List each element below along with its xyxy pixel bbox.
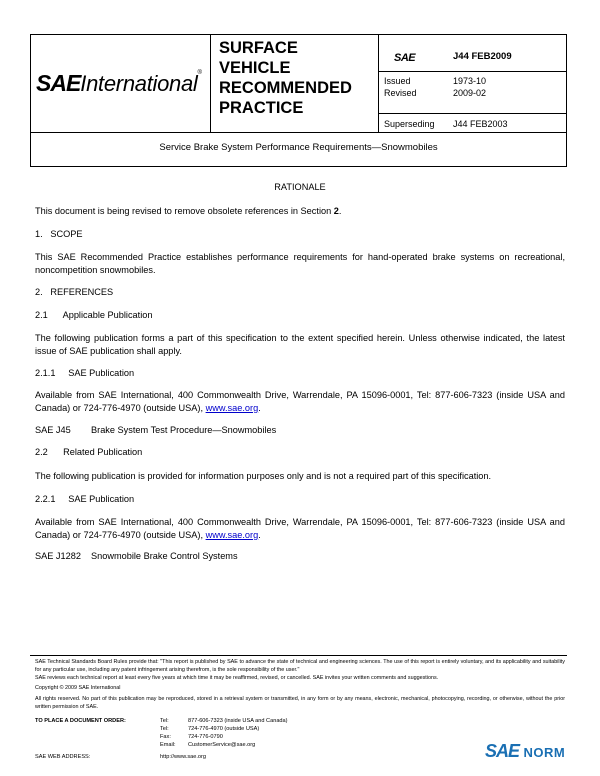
reference-j1282: [35, 550, 565, 563]
fax-value: 724-776-0790: [188, 734, 223, 740]
logo-sae: SAE: [36, 70, 81, 96]
superseding-label: Superseding: [384, 119, 435, 129]
rationale-text-main: This document is being revised to remove obsolete references in Section: [35, 206, 334, 216]
header-divider-right: [378, 34, 379, 133]
reference-j45: [35, 424, 565, 437]
superseding-rule: [378, 113, 567, 114]
doc-number-rule: [378, 71, 567, 72]
reference-id: SAE J1282: [35, 551, 81, 561]
footer-review-text: SAE reviews each technical report at least every five years at which time it may be reaffirmed, revised, or cancelled. SAE invites your written comments and suggestions.: [35, 675, 439, 681]
footer-rules-text: SAE Technical Standards Board Rules provide that: "This report is published by SAE to advance the state of technical and engineering sciences. The use of this report is entirely voluntary, and its applicability and suitability for any particular use, including any patent infringement arising therefrom, is the sole responsibility of the user.": [35, 659, 565, 673]
footer-rule: [30, 655, 567, 656]
availability-text: Available from SAE International, 400 Commonwealth Drive, Warrendale, PA 15096-0001, Tel: 877-606-7323 (inside USA and Canada) or 724-776-4970 (outside USA),: [35, 517, 565, 540]
issued-label: Issued: [384, 76, 411, 86]
section-2-2-text: The following publication is provided for information purposes only and is not a required part of this specification.: [35, 471, 492, 481]
header-divider-left: [210, 34, 211, 133]
email-value: CustomerService@sae.org: [188, 742, 256, 748]
revised-value: 2009-02: [453, 88, 487, 98]
doc-type-line: RECOMMENDED: [219, 79, 352, 97]
logo-trademark: ®: [197, 70, 202, 76]
superseding-value: J44 FEB2003: [453, 119, 508, 129]
issued-value: 1973-10: [453, 76, 487, 86]
footer-rights-text: All rights reserved. No part of this publication may be reproduced, stored in a retrieval system or transmitted, in any form or by any means, electronic, mechanical, photocopying, recording, or otherwise, without the prior written permission of SAE.: [35, 696, 565, 710]
tel2-value: 724-776-4970 (outside USA): [188, 726, 260, 732]
section-2-1-1-text: Available from SAE International, 400 Commonwealth Drive, Warrendale, PA 15096-0001, Tel: 877-606-7323 (inside USA and Canada) or 724-776-4970 (outside USA), www.sae.org.: [35, 390, 565, 413]
footer-copyright: Copyright © 2009 SAE International: [35, 685, 121, 691]
sae-website-link[interactable]: www.sae.org: [205, 403, 259, 413]
references-heading: 2. REFERENCES: [35, 287, 114, 297]
header-bottom-rule: [30, 132, 567, 133]
norm-logo-text: NORM: [523, 745, 566, 760]
doc-type-line: VEHICLE: [219, 59, 291, 77]
fax-label: Fax:: [160, 734, 171, 740]
document-number: J44 FEB2009: [453, 51, 512, 62]
reference-id: SAE J45: [35, 425, 71, 435]
rationale-text-end: .: [338, 206, 342, 216]
tel-value: 877-606-7323 (inside USA and Canada): [188, 718, 288, 724]
reference-title: Snowmobile Brake Control Systems: [91, 551, 238, 561]
section-2-1-heading: 2.1 Applicable Publication: [35, 310, 153, 320]
sae-norm-logo: [485, 741, 565, 762]
availability-text: Available from SAE International, 400 Commonwealth Drive, Warrendale, PA 15096-0001, Tel: 877-606-7323 (inside USA and Canada) or 724-776-4970 (outside USA),: [35, 390, 565, 413]
section-2-2-1-heading: 2.2.1 SAE Publication: [35, 494, 135, 504]
logo-international: International: [80, 71, 198, 96]
document-type: [219, 38, 352, 118]
scope-heading: 1. SCOPE: [35, 229, 83, 239]
tel2-label: Tel:: [160, 726, 169, 732]
section-2-1-1-heading: 2.1.1 SAE Publication: [35, 368, 135, 378]
sae-website-link[interactable]: www.sae.org: [205, 530, 259, 540]
section-2-2-1-text: Available from SAE International, 400 Commonwealth Drive, Warrendale, PA 15096-0001, Tel: 877-606-7323 (inside USA and Canada) or 724-776-4970 (outside USA), www.sae.org.: [35, 517, 565, 540]
rationale-heading: RATIONALE: [274, 182, 326, 192]
section-2-1-text: The following publication forms a part of this specification to the extent specified herein. Unless otherwise indicated, the latest issue of SAE publication shall apply.: [35, 333, 565, 356]
reference-title: Brake System Test Procedure—Snowmobiles: [91, 425, 277, 435]
doc-type-line: PRACTICE: [219, 99, 304, 117]
order-label: TO PLACE A DOCUMENT ORDER:: [35, 718, 126, 724]
sae-international-logo: [36, 70, 202, 97]
email-label: Email:: [160, 742, 176, 748]
revised-label: Revised: [384, 88, 417, 98]
scope-text: This SAE Recommended Practice establishes performance requirements for hand-operated brake systems on recreational, noncompetition snowmobiles.: [35, 252, 565, 275]
rationale-section-ref: 2: [333, 206, 339, 216]
rationale-text: [35, 205, 565, 218]
web-label: SAE WEB ADDRESS:: [35, 754, 91, 760]
document-title: Service Brake System Performance Requirements—Snowmobiles: [159, 142, 438, 153]
tel-label: Tel:: [160, 718, 169, 724]
section-2-2-heading: 2.2 Related Publication: [35, 447, 143, 457]
web-value[interactable]: http://www.sae.org: [160, 754, 207, 760]
norm-logo-sae: SAE: [485, 741, 520, 761]
sae-small-logo: SAE: [394, 52, 416, 64]
doc-type-line: SURFACE: [219, 39, 298, 57]
